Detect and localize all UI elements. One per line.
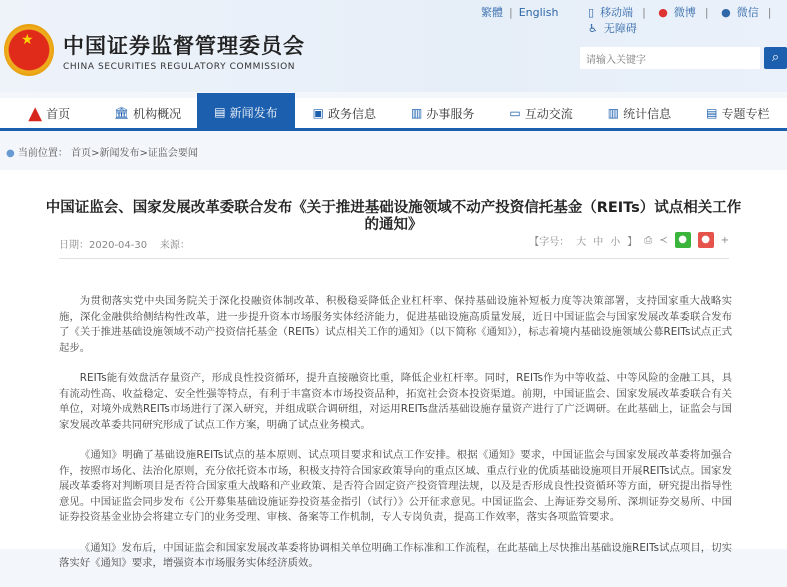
print-icon[interactable]: ⎙ [644,234,653,246]
paragraph: 《通知》发布后，中国证监会和国家发展改革委将协调相关单位明确工作标准和工作流程，在此基础上尽快推出基础设施REITs试点项目，切实落实好《通知》要求，增强资本市场服务实体经济质效。 [59,541,732,569]
more-share-icon[interactable]: + [720,234,729,246]
article-source: 来源： [159,240,190,251]
search-icon: ⌕ [771,50,780,65]
nav-interaction[interactable]: ▭ 互动交流 [509,106,573,121]
service-links: ▯ 移动端 | ● 微博 | ● 微信 | ♿ 无障碍 [582,4,787,36]
article-card [0,170,787,569]
article-tools: 【字号： 大 中 小 】 ⎙ ≺ ● ● + [529,234,729,248]
wechat-link[interactable]: ● 微信 [721,6,759,19]
divider [59,258,729,259]
wechat-icon: ● [721,6,731,19]
font-size-medium[interactable]: 中 [593,236,604,248]
site-name-cn: 中国证券监督管理委员会 [63,34,305,58]
main-nav [0,98,787,131]
accessibility-link[interactable]: ♿ 无障碍 [588,22,637,35]
paragraph: REITs能有效盘活存量资产，形成良性投资循环，提升直接融资比重，降低企业杠杆率。同时，REITs作为中等收益、中等风险的金融工具，具有流动性高、收益稳定、安全性强等特点，有利于丰富资本市场投资品种，拓宽社会资本投资渠道。前期，中国证监会、国家发展改革委联合有关单位，对境外成熟REITs市场进行了深入研究，并组成联合调研组，对运用REITs盘活基础设施存量资产进行了广泛调研。在此基础上，证监会与国家发展改革委共同研究形成了试点工作方案，明确了试点业务模式。 [59,372,732,431]
nav-services[interactable]: ▥ 办事服务 [411,106,475,121]
search-button[interactable] [764,47,787,69]
national-emblem-logo: ★ [4,24,54,76]
mobile-link[interactable]: ▯ 移动端 [588,6,634,19]
paragraph: 为贯彻落实党中央国务院关于深化投融资体制改革、积极稳妥降低企业杠杆率、保持基础设施补短板力度等决策部署，支持国家重大战略实施，深化金融供给侧结构性改革，进一步提升资本市场服务实体经济能力，促进基础设施高质量发展，近日中国证监会与国家发展改革委联合发布了《关于推进基础设施领域不动产投资信托基金（REITs）试点相关工作的通知》（以下简称《通知》），标志着境内基础设施领域公募REITs试点正式起步。 [59,295,732,354]
monitor-icon: ▣ [312,106,324,120]
nav-statistics[interactable]: ▥ 统计信息 [607,106,672,121]
nav-special-topics[interactable]: ▤ 专题专栏 [706,106,770,121]
list-icon: ▤ [706,106,718,120]
weibo-icon: ● [658,6,668,19]
article-date: 日期：2020-04-30 [59,240,148,251]
traditional-chinese-link[interactable]: 繁體 [481,6,503,19]
share-icon[interactable]: ≺ [659,234,668,246]
font-size-large[interactable]: 大 [576,236,587,248]
newspaper-icon: ▤ [214,105,226,119]
site-name-en: CHINA SECURITIES REGULATORY COMMISSION [63,62,296,72]
wechat-share-icon[interactable]: ● [675,232,691,248]
nav-home[interactable]: ▲ 首页 [28,102,71,124]
article-title: 中国证监会、国家发展改革委联合发布《关于推进基础设施领域不动产投资信托基金（REITs）试点相关工作的通知》 [45,200,742,233]
mobile-icon: ▯ [588,6,595,19]
breadcrumb-path[interactable]: 首页>新闻发布>证监会要闻 [71,148,198,159]
paragraph: 《通知》明确了基础设施REITs试点的基本原则、试点项目要求和试点工作安排。根据《通知》要求，中国证监会与国家发展改革委将加强合作，按照市场化、法治化原则，充分依托资本市场，积极支持符合国家政策导向的重点区域、重点行业的优质基础设施项目开展REITs试点。国家发展改革委将对判断项目是否符合国家重大战略和产业政策、是否符合固定资产投资管理法规，以及是否形成良性投资循环等方面，研究提出指导性意见。中国证监会同步发布《公开募集基础设施证券投资基金指引（试行）》公开征求意见。中国证监会、上海证券交易所、深圳证券交易所、中国证券投资基金业协会将建立专门的业务受理、审核、备案等工作机制，专人专岗负责，提高工作效率，落实各项监管要求。 [59,449,732,523]
breadcrumb: ● 当前位置： 首页>新闻发布>证监会要闻 [6,148,198,159]
nav-government-info[interactable]: ▣ 政务信息 [312,106,376,121]
location-pin-icon: ● [6,148,15,159]
chat-icon: ▭ [509,106,521,120]
search-input[interactable]: 请输入关键字 [580,47,760,69]
bar-chart-icon: ▥ [607,106,620,120]
accessibility-icon: ♿ [588,22,598,35]
nav-about[interactable]: 🏛 机构概况 [113,106,182,121]
english-link[interactable]: English [518,6,559,19]
article-body [59,294,732,587]
site-header [0,0,787,92]
nav-news[interactable]: ▤ 新闻发布 [197,93,295,131]
article-meta [59,236,190,251]
font-size-small[interactable]: 小 [610,236,621,248]
csrc-logo-icon: ▲ [28,102,43,124]
building-icon: 🏛 [113,106,130,120]
language-links: 繁體 | English [481,6,559,19]
weibo-link[interactable]: ● 微博 [658,6,696,19]
document-icon: ▥ [411,106,423,120]
weibo-share-icon[interactable]: ● [698,232,714,248]
